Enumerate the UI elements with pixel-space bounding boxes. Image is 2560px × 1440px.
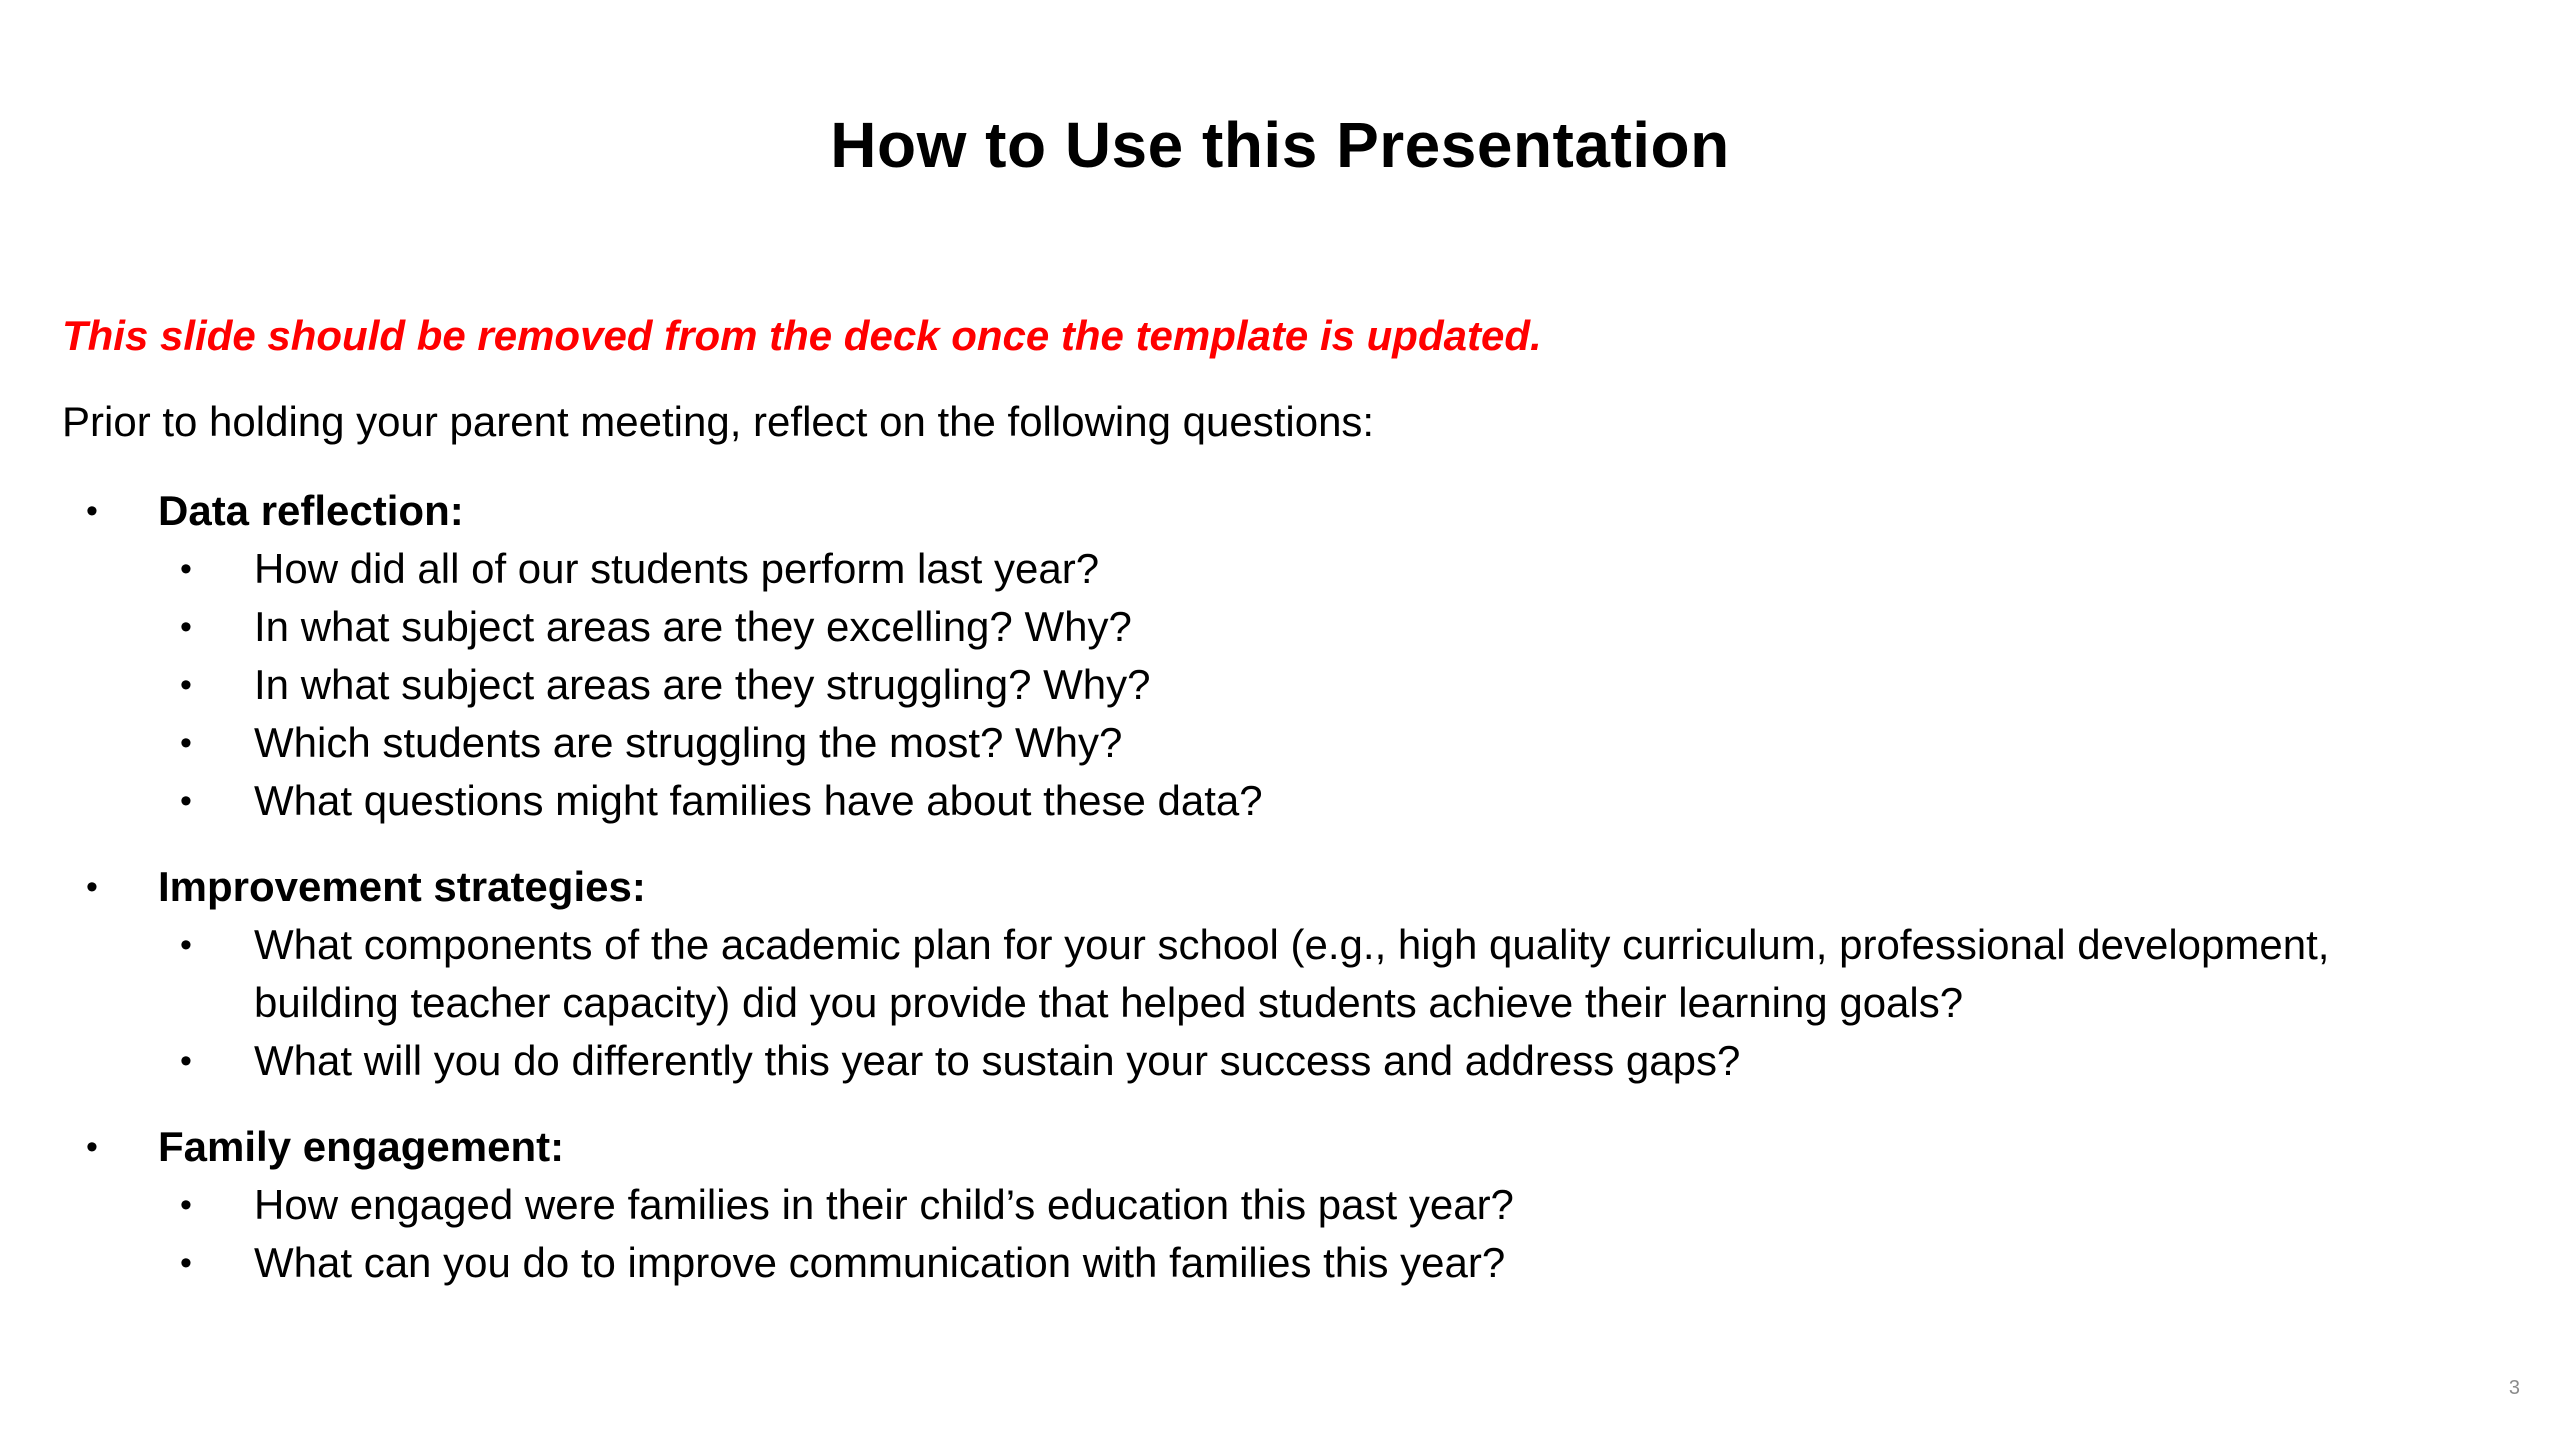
question-text: How did all of our students perform last year? <box>254 545 1100 592</box>
page-number: 3 <box>2508 1377 2520 1399</box>
bullet-icon: • <box>180 550 192 588</box>
list-item <box>62 916 2502 1032</box>
bullet-icon: • <box>86 492 98 530</box>
section-heading <box>62 858 2502 916</box>
question-text: What will you do differently this year to sustain your success and address gaps? <box>254 1037 1741 1084</box>
bullet-icon: • <box>180 1186 192 1224</box>
section-family-engagement <box>62 1118 2502 1292</box>
section-label: Data reflection: <box>158 487 464 534</box>
question-list <box>62 1176 2502 1292</box>
intro-text: Prior to holding your parent meeting, reflect on the following questions: <box>62 398 1375 445</box>
list-item <box>62 1176 2502 1234</box>
section-improvement-strategies <box>62 858 2502 1090</box>
bullet-icon: • <box>86 868 98 906</box>
bullet-icon: • <box>180 724 192 762</box>
question-text: What can you do to improve communication with families this year? <box>254 1239 1506 1286</box>
section-label: Improvement strategies: <box>158 863 646 910</box>
section-heading <box>62 1118 2502 1176</box>
question-list <box>62 540 2502 830</box>
list-item <box>62 1234 2502 1292</box>
question-text: How engaged were families in their child’s education this past year? <box>254 1181 1514 1228</box>
slide-title: How to Use this Presentation <box>830 109 1730 181</box>
list-item <box>62 1032 2502 1090</box>
section-data-reflection <box>62 482 2502 830</box>
bullet-icon: • <box>180 666 192 704</box>
bullet-icon: • <box>180 782 192 820</box>
question-text: Which students are struggling the most? Why? <box>254 719 1123 766</box>
question-text: In what subject areas are they struggling? Why? <box>254 661 1151 708</box>
removal-warning: This slide should be removed from the deck once the template is updated. <box>62 312 1542 359</box>
bullet-icon: • <box>180 926 192 964</box>
question-text: What questions might families have about these data? <box>254 777 1263 824</box>
question-text: In what subject areas are they excelling? Why? <box>254 603 1132 650</box>
question-list <box>62 916 2502 1090</box>
question-text: What components of the academic plan for your school (e.g., high quality curriculum, professional development, building teacher capacity) did you provide that helped students achieve their learning goals? <box>254 921 2330 1026</box>
section-heading <box>62 482 2502 540</box>
bullet-icon: • <box>180 1244 192 1282</box>
bullet-icon: • <box>180 608 192 646</box>
list-item <box>62 656 2502 714</box>
list-item <box>62 714 2502 772</box>
bullet-icon: • <box>86 1128 98 1166</box>
list-item <box>62 772 2502 830</box>
section-label: Family engagement: <box>158 1123 565 1170</box>
bullet-icon: • <box>180 1042 192 1080</box>
list-item <box>62 598 2502 656</box>
list-item <box>62 540 2502 598</box>
